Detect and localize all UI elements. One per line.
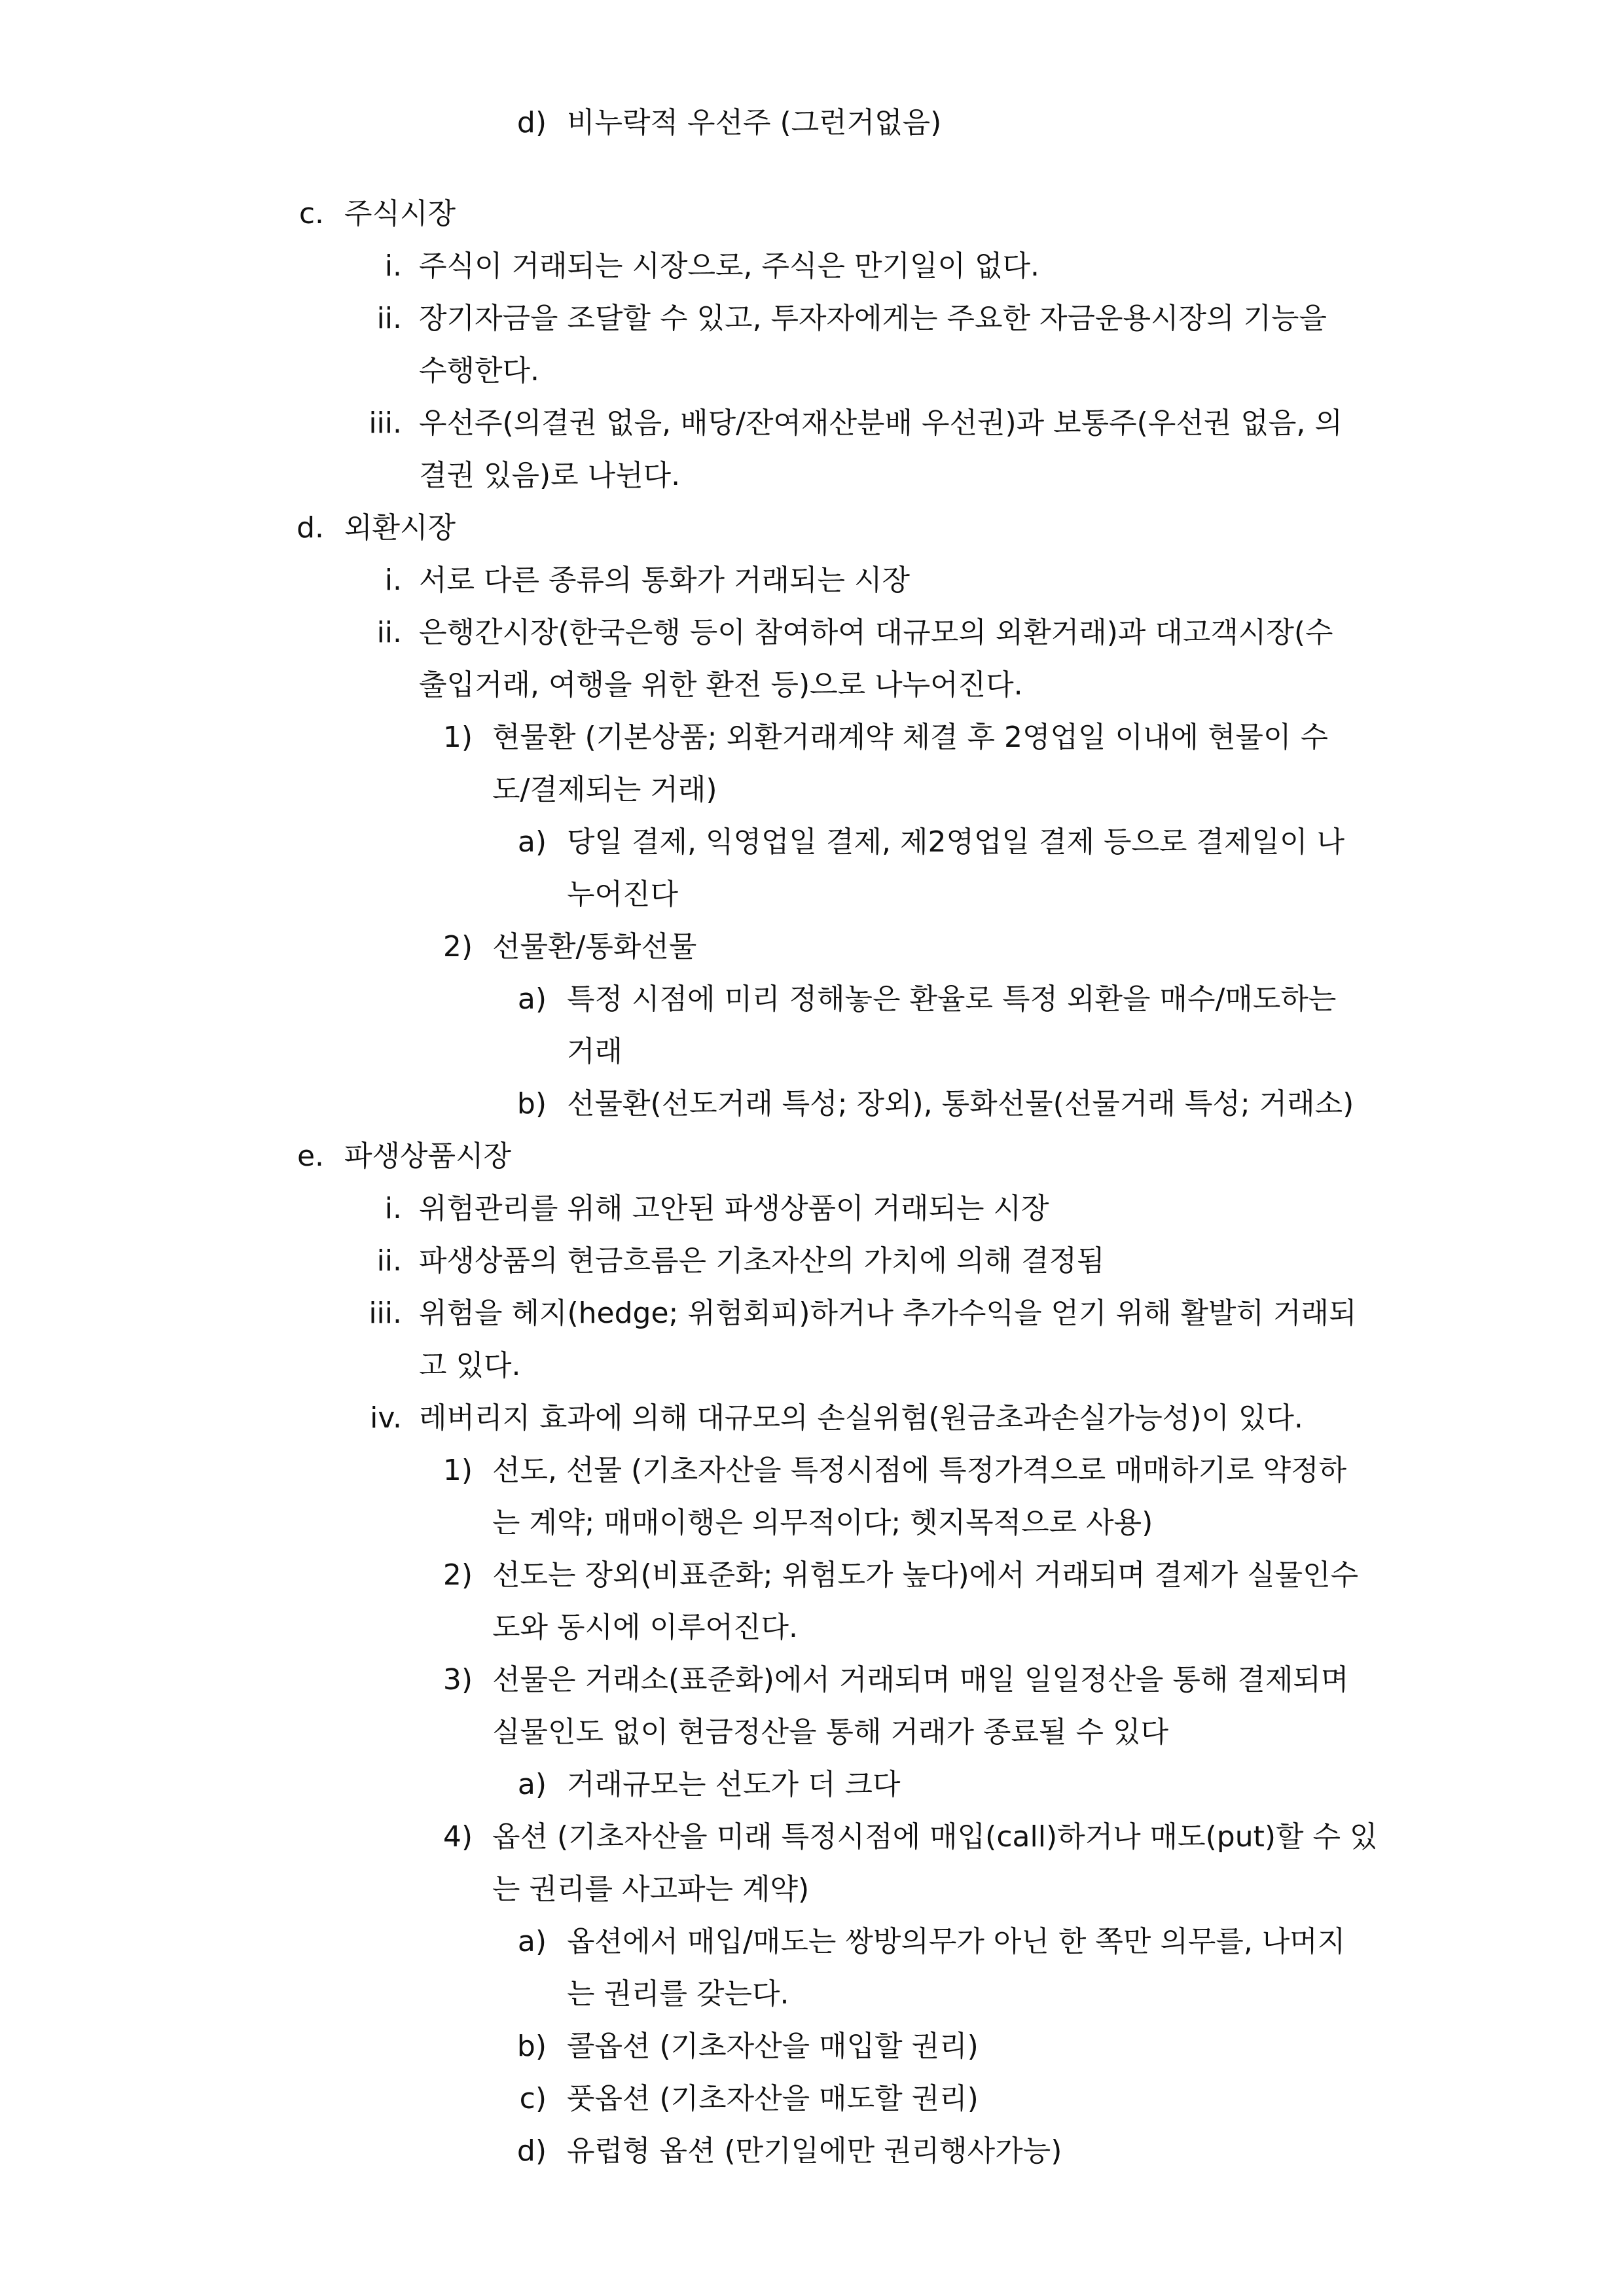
list-marker: 1) xyxy=(442,721,473,754)
list-item-text: 선물환(선도거래 특성; 장외), 통화선물(선물거래 특성; 거래소) xyxy=(567,1087,1354,1121)
list-item-text: 위험관리를 위해 고안된 파생상품이 거래되는 시장 xyxy=(419,1192,1049,1225)
list-item-text: 선도, 선물 (기초자산을 특정시점에 특정가격으로 매매하기로 약정하 xyxy=(492,1454,1347,1487)
list-marker: ii. xyxy=(376,616,402,649)
list-marker: iv. xyxy=(370,1401,402,1435)
list-item-text: 레버리지 효과에 의해 대규모의 손실위험(원금초과손실가능성)이 있다. xyxy=(419,1401,1303,1435)
list-item-text: 유럽형 옵션 (만기일에만 권리행사가능) xyxy=(567,2134,1062,2168)
list-item-continuation: 고 있다. xyxy=(419,1349,521,1382)
list-item-text: 비누락적 우선주 (그런거없음) xyxy=(567,106,942,139)
list-item-continuation: 실물인도 없이 현금정산을 통해 거래가 종료될 수 있다 xyxy=(492,1715,1168,1749)
list-marker: 4) xyxy=(442,1820,473,1854)
list-item-text: 은행간시장(한국은행 등이 참여하여 대규모의 외환거래)과 대고객시장(수 xyxy=(419,616,1333,649)
list-item-continuation: 도/결제되는 거래) xyxy=(492,773,717,806)
list-marker: iii. xyxy=(369,406,402,440)
list-item-continuation: 누어진다 xyxy=(567,878,679,911)
list-marker: 1) xyxy=(442,1454,473,1487)
list-marker: d) xyxy=(516,106,547,139)
list-marker: a) xyxy=(517,1768,547,1801)
list-marker: 3) xyxy=(442,1663,473,1696)
list-item-text: 서로 다른 종류의 통화가 거래되는 시장 xyxy=(419,564,910,597)
list-item-text: 특정 시점에 미리 정해놓은 환율로 특정 외환을 매수/매도하는 xyxy=(567,982,1337,1016)
list-item-continuation: 는 권리를 사고파는 계약) xyxy=(492,1873,810,1906)
list-item-text: 선물은 거래소(표준화)에서 거래되며 매일 일일정산을 통해 결제되며 xyxy=(492,1663,1349,1696)
list-marker: i. xyxy=(384,564,402,597)
list-item-text: 콜옵션 (기초자산을 매입할 권리) xyxy=(567,2030,979,2063)
section-heading: 파생상품시장 xyxy=(344,1139,512,1173)
list-item-text: 당일 결제, 익영업일 결제, 제2영업일 결제 등으로 결제일이 나 xyxy=(567,825,1344,859)
list-item-continuation: 는 권리를 갖는다. xyxy=(567,1977,789,2011)
section-heading: 주식시장 xyxy=(344,197,456,230)
list-item-text: 우선주(의결권 없음, 배당/잔여재산분배 우선권)과 보통주(우선권 없음, 의 xyxy=(419,406,1343,440)
section-heading: 외환시장 xyxy=(344,511,456,545)
list-item-text: 현물환 (기본상품; 외환거래계약 체결 후 2영업일 이내에 현물이 수 xyxy=(492,721,1328,754)
list-marker: b) xyxy=(516,2030,547,2063)
list-item-text: 위험을 헤지(hedge; 위험회피)하거나 추가수익을 얻기 위해 활발히 거래되 xyxy=(419,1297,1357,1330)
list-marker: a) xyxy=(517,825,547,859)
list-marker: iii. xyxy=(369,1297,402,1330)
list-marker: i. xyxy=(384,249,402,283)
list-marker: d) xyxy=(516,2134,547,2168)
list-item-continuation: 결권 있음)로 나뉜다. xyxy=(419,459,681,492)
list-item-text: 옵션에서 매입/매도는 쌍방의무가 아닌 한 쪽만 의무를, 나머지 xyxy=(567,1925,1346,1958)
list-item-continuation: 출입거래, 여행을 위한 환전 등)으로 나누어진다. xyxy=(419,668,1023,702)
list-marker: ii. xyxy=(376,1244,402,1278)
list-item-text: 선도는 장외(비표준화; 위험도가 높다)에서 거래되며 결제가 실물인수 xyxy=(492,1558,1359,1592)
list-item-text: 옵션 (기초자산을 미래 특정시점에 매입(call)하거나 매도(put)할 수 있 xyxy=(492,1820,1378,1854)
list-item-continuation: 거래 xyxy=(567,1035,623,1068)
list-item-text: 풋옵션 (기초자산을 매도할 권리) xyxy=(567,2082,979,2115)
list-marker: 2) xyxy=(442,1558,473,1592)
list-marker: 2) xyxy=(442,930,473,963)
list-marker: i. xyxy=(384,1192,402,1225)
list-item-text: 파생상품의 현금흐름은 기초자산의 가치에 의해 결정됨 xyxy=(419,1244,1105,1278)
list-item-continuation: 수행한다. xyxy=(419,354,540,387)
list-marker: b) xyxy=(516,1087,547,1121)
section-marker: d. xyxy=(297,511,324,545)
list-marker: a) xyxy=(517,982,547,1016)
list-item-continuation: 도와 동시에 이루어진다. xyxy=(492,1611,798,1644)
list-item-text: 선물환/통화선물 xyxy=(492,930,697,963)
section-marker: e. xyxy=(297,1139,324,1173)
list-marker: c) xyxy=(519,2082,547,2115)
list-marker: ii. xyxy=(376,302,402,335)
list-item-text: 거래규모는 선도가 더 크다 xyxy=(567,1768,901,1801)
list-item-text: 주식이 거래되는 시장으로, 주식은 만기일이 없다. xyxy=(419,249,1039,283)
list-marker: a) xyxy=(517,1925,547,1958)
list-item-text: 장기자금을 조달할 수 있고, 투자자에게는 주요한 자금운용시장의 기능을 xyxy=(419,302,1327,335)
list-item-continuation: 는 계약; 매매이행은 의무적이다; 헷지목적으로 사용) xyxy=(492,1506,1153,1539)
section-marker: c. xyxy=(298,197,324,230)
